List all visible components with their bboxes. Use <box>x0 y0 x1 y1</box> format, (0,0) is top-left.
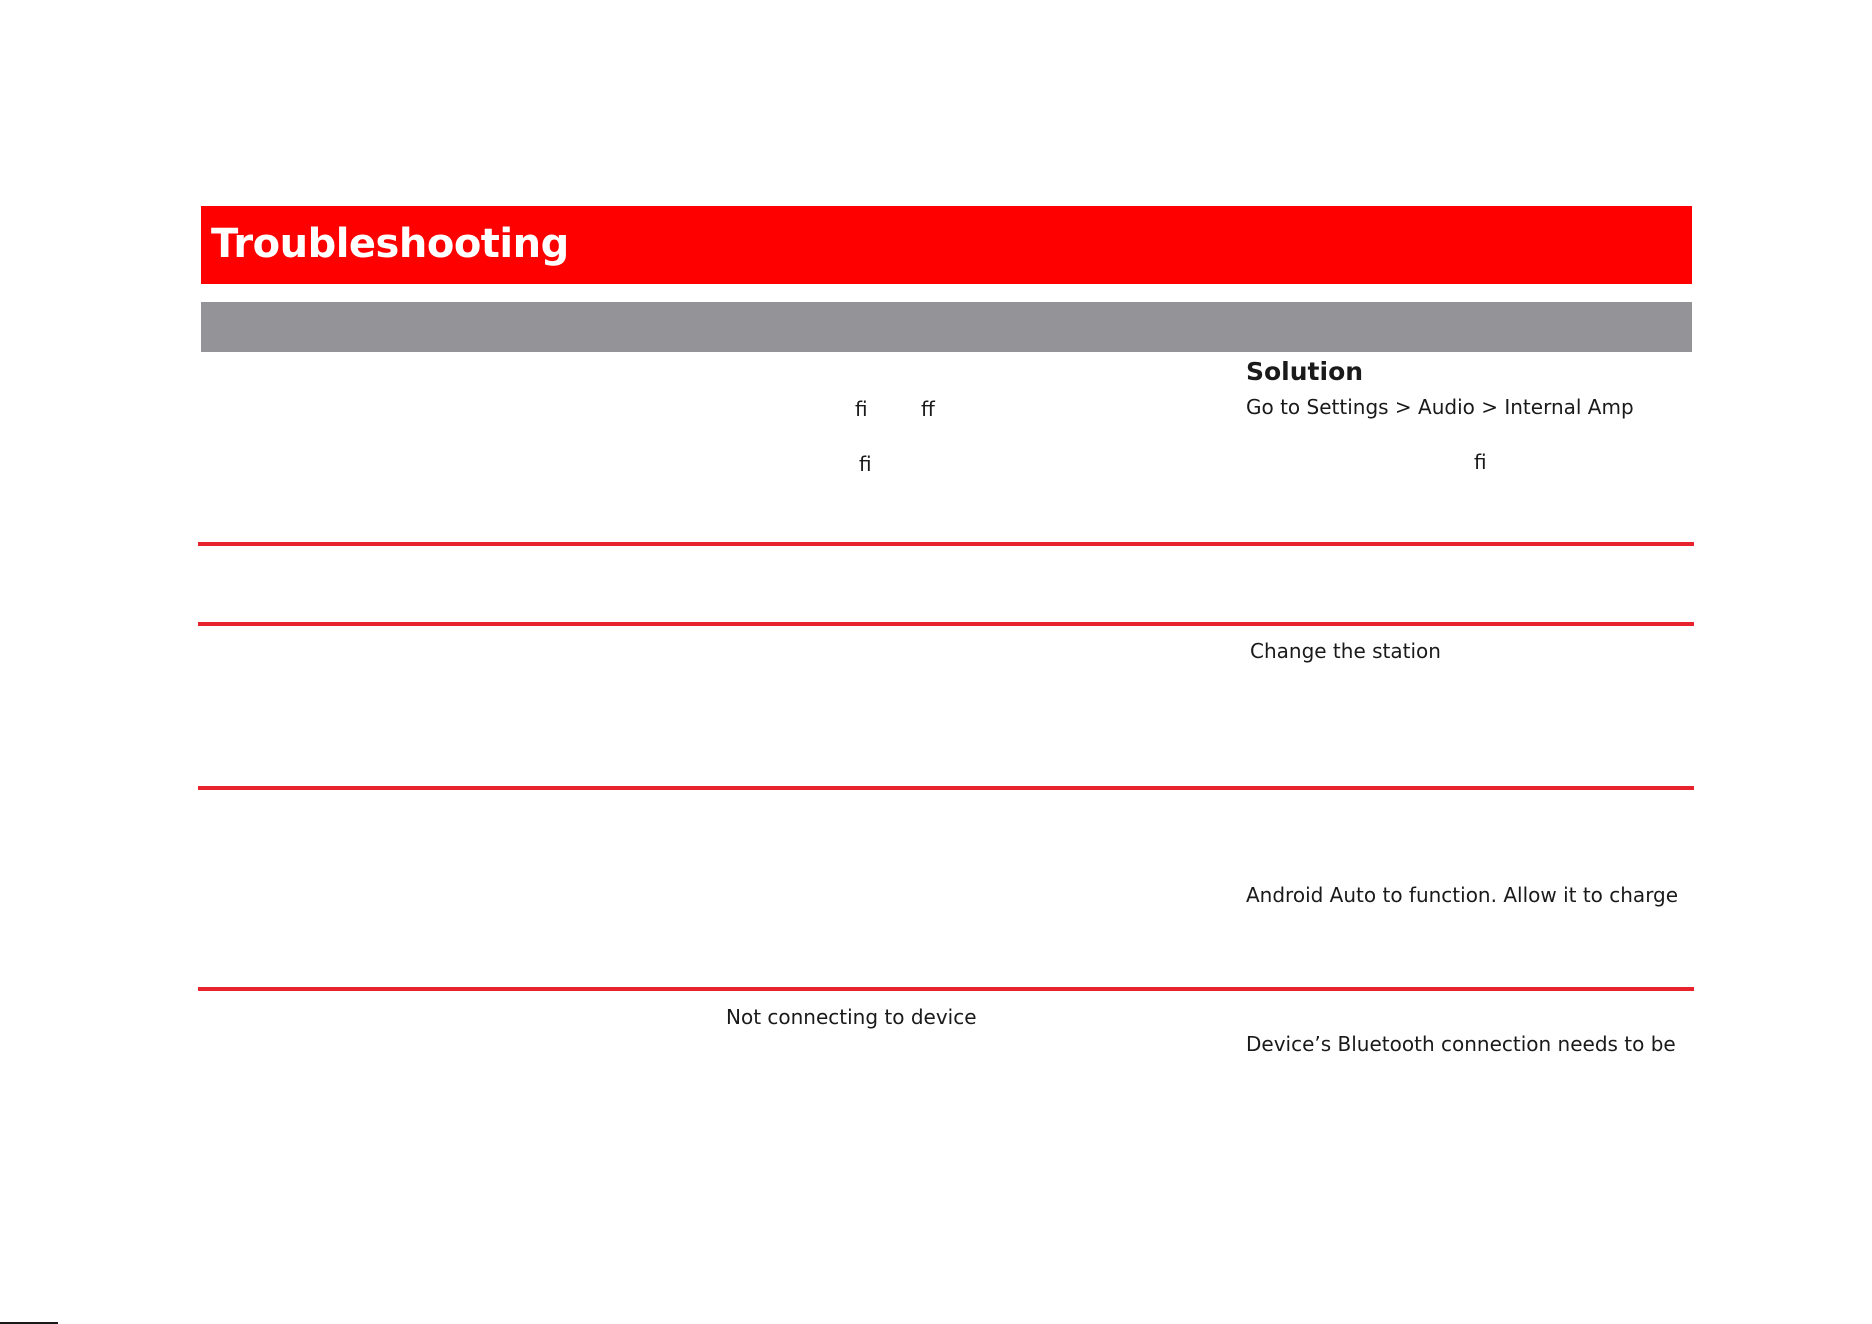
solution-column-heading: Solution <box>1246 357 1364 386</box>
solution-text: Change the station <box>1250 639 1441 663</box>
row-divider <box>198 786 1694 790</box>
solution-text: Device’s Bluetooth connection needs to be <box>1246 1032 1676 1056</box>
problem-text: Not connecting to device <box>726 1005 977 1029</box>
problem-fragment: ff <box>921 397 935 421</box>
row-divider <box>198 987 1694 991</box>
row-divider <box>198 622 1694 626</box>
solution-text: fi <box>1474 450 1487 474</box>
problem-fragment: fi <box>855 397 868 421</box>
problem-fragment: fi <box>859 452 872 476</box>
title-banner <box>201 206 1692 284</box>
row-divider <box>198 542 1694 546</box>
table-header-bar <box>201 302 1692 352</box>
solution-text: Android Auto to function. Allow it to charge <box>1246 883 1679 907</box>
solution-text: Go to Settings > Audio > Internal Amp <box>1246 395 1634 419</box>
page-title: Troubleshooting <box>211 221 569 267</box>
